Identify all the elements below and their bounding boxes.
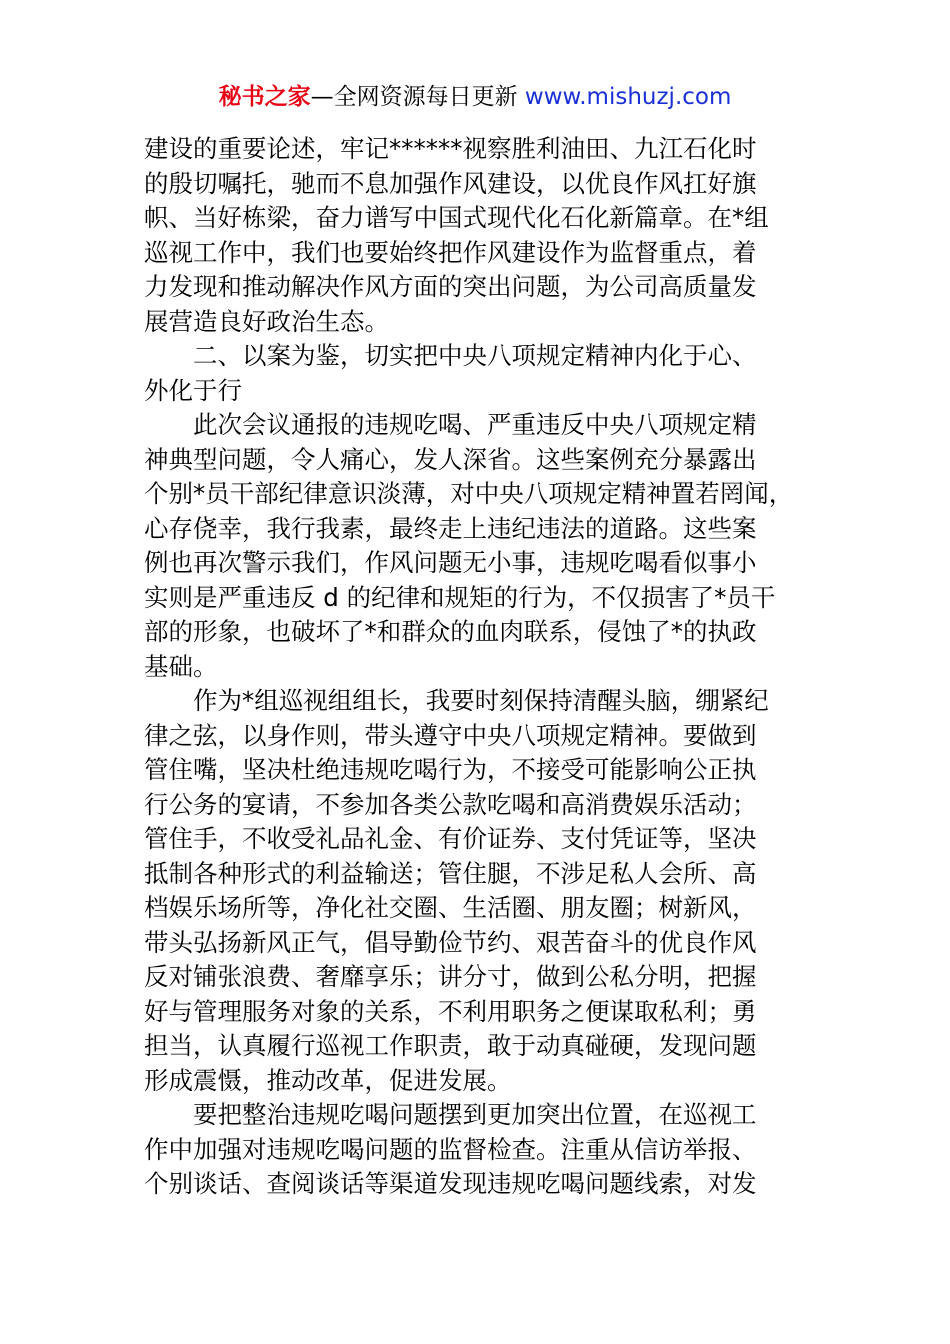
text-line: 要把整治违规吃喝问题摆到更加突出位置，在巡视工 <box>193 1100 757 1129</box>
text-line: 心存侥幸，我行我素，最终走上违纪违法的道路。这些案 <box>144 513 757 543</box>
text-line: 作为*组巡视组组长，我要时刻保持清醒头脑，绷紧纪 <box>193 686 769 715</box>
text-line: 神典型问题，令人痛心，发人深省。这些案例充分暴露出 <box>144 444 757 474</box>
text-line: 抵制各种形式的利益输送；管住腿，不涉足私人会所、高 <box>144 858 757 888</box>
text-line: 行公务的宴请，不参加各类公款吃喝和高消费娱乐活动； <box>144 789 757 819</box>
text-line: 部的形象，也破坏了*和群众的血肉联系，侵蚀了*的执政 <box>144 617 757 646</box>
text-line: 二、以案为鉴，切实把中央八项规定精神内化于心、 <box>193 341 757 370</box>
text-line: 巡视工作中，我们也要始终把作风建设作为监督重点，着 <box>144 237 757 267</box>
text-line: 反对铺张浪费、奢靡享乐；讲分寸，做到公私分明，把握 <box>144 962 757 991</box>
text-line: 力发现和推动解决作风方面的突出问题，为公司高质量发 <box>144 272 757 301</box>
document-body <box>144 132 824 1202</box>
text-line: 个别*员干部纪律意识淡薄，对中央八项规定精神置若罔闻， <box>144 479 794 508</box>
text-line: 个别谈话、查阅谈话等渠道发现违规吃喝问题线索，对发 <box>144 1169 757 1198</box>
text-line: 的殷切嘱托，驰而不息加强作风建设，以优良作风扛好旗 <box>144 168 757 198</box>
text-line: 此次会议通报的违规吃喝、严重违反中央八项规定精 <box>193 410 757 439</box>
text-line: 管住手，不收受礼品礼金、有价证券、支付凭证等，坚决 <box>144 824 757 853</box>
text-line: 帜、当好栋梁，奋力谱写中国式现代化石化新篇章。在*组 <box>144 203 769 232</box>
text-line: 形成震慑，推动改革，促进发展。 <box>144 1065 512 1095</box>
text-line: 建设的重要论述，牢记******视察胜利油田、九江石化时 <box>144 134 757 163</box>
page-header <box>0 80 950 114</box>
text-line: 带头弘扬新风正气，倡导勤俭节约、艰苦奋斗的优良作风 <box>144 927 757 957</box>
text-line: 例也再次警示我们，作风问题无小事，违规吃喝看似事小 <box>144 548 757 577</box>
text-line: 好与管理服务对象的关系，不利用职务之便谋取私利；勇 <box>144 996 757 1026</box>
text-line: 实则是严重违反 d 的纪律和规矩的行为，不仅损害了*员干 <box>144 582 776 612</box>
text-line: 基础。 <box>144 651 218 681</box>
text-line: 档娱乐场所等，净化社交圈、生活圈、朋友圈；树新风， <box>144 893 757 922</box>
header-tagline: —全网资源每日更新 <box>310 84 525 110</box>
text-line: 作中加强对违规吃喝问题的监督检查。注重从信访举报、 <box>144 1134 757 1164</box>
text-line: 管住嘴，坚决杜绝违规吃喝行为，不接受可能影响公正执 <box>144 755 757 784</box>
text-line: 展营造良好政治生态。 <box>144 306 389 336</box>
brand-name: 秘书之家 <box>218 84 311 110</box>
text-line: 外化于行 <box>144 375 242 405</box>
text-line: 律之弦，以身作则，带头遵守中央八项规定精神。要做到 <box>144 720 757 750</box>
text-line: 担当，认真履行巡视工作职责，敢于动真碰硬，发现问题 <box>144 1031 757 1060</box>
site-url[interactable]: www.mishuzj.com <box>524 84 732 110</box>
